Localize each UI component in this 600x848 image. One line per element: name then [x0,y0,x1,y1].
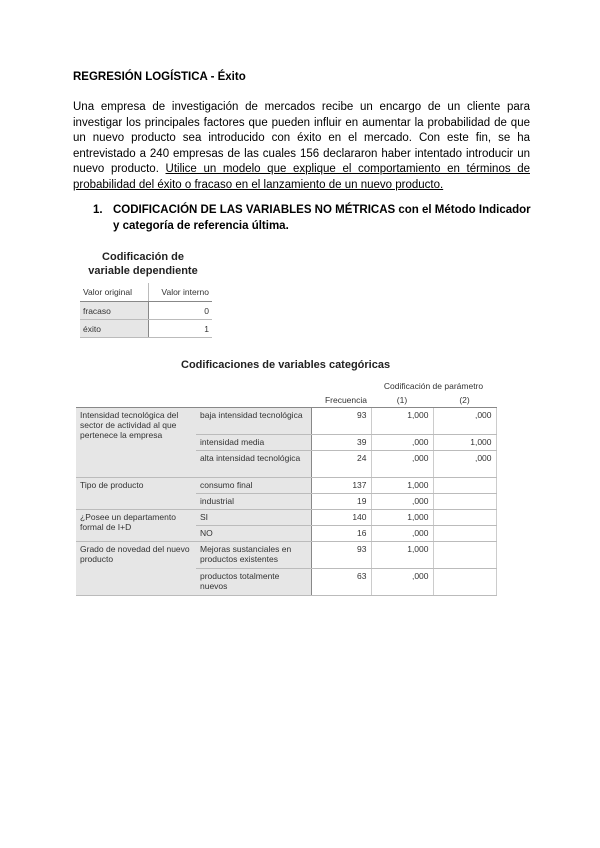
table2-row [76,510,496,526]
table2-group-label: Tipo de producto [76,478,196,510]
table2-param-2 [433,569,496,596]
intro-text: Una empresa de investigación de mercados recibe un encargo de un cliente para investigar los principales factores que pueden influir en aumentar la probabilidad de que un nuevo producto sea introducido con éxito en el mercado. Con este fin, se ha entrevistado a 240 empresas de las cuales 156 declararon haber intentado introducir un nuevo producto. [73,101,530,175]
table2-param-2 [433,478,496,494]
table2-col-1: (1) [371,393,433,408]
table2-param-1: 1,000 [371,510,433,526]
dependent-variable-table-title [78,250,208,278]
table1-row-label: éxito [80,320,149,338]
table2-param-2 [433,526,496,542]
table2-frequency: 63 [311,569,371,596]
table2-row [76,408,496,435]
table1-row-label: fracaso [80,302,149,320]
dependent-variable-table [80,283,212,338]
table2-frequency: 137 [311,478,371,494]
table2-col-frequency: Frecuencia [311,393,371,408]
table1-col-internal: Valor interno [149,283,213,302]
table2-header-group: Codificación de parámetro [383,381,484,391]
table1-row-value: 0 [149,302,213,320]
table2-row [76,542,496,569]
intro-task-underlined: Utilice un modelo que explique el comportamiento en términos de probabilidad del éxito o fracaso en el lanzamiento de un nuevo producto. [73,163,530,191]
table1-col-original: Valor original [80,283,149,302]
table2-param-1: ,000 [371,435,433,451]
table2-group-label: Intensidad tecnológica del sector de actividad al que pertenece la empresa [76,408,196,478]
table2-category: productos totalmente nuevos [196,569,311,596]
table2-frequency: 93 [311,408,371,435]
table2-category: consumo final [196,478,311,494]
table2-param-2: 1,000 [433,435,496,451]
table2-group-label: ¿Posee un departamento formal de I+D [76,510,196,542]
table2-group-label: Grado de novedad del nuevo producto [76,542,196,596]
table2-category: alta intensidad tecnológica [196,451,311,478]
table2-param-1: ,000 [371,451,433,478]
table2-category: Mejoras sustanciales en productos existentes [196,542,311,569]
table2-frequency: 39 [311,435,371,451]
table2-col-2: (2) [433,393,496,408]
table1-row [80,302,212,320]
table1-title-line1: Codificación de [102,251,184,263]
table2-param-1: ,000 [371,526,433,542]
intro-paragraph [73,100,530,193]
table2-category: SI [196,510,311,526]
table2-param-1: ,000 [371,569,433,596]
table2-param-2 [433,494,496,510]
table2-param-1: 1,000 [371,408,433,435]
table2-param-1: ,000 [371,494,433,510]
table1-row-value: 1 [149,320,213,338]
table1-row [80,320,212,338]
table2-frequency: 19 [311,494,371,510]
table2-param-2 [433,542,496,569]
table2-row [76,478,496,494]
table2-category: intensidad media [196,435,311,451]
section-number: 1. [93,204,103,216]
table2-category: baja intensidad tecnológica [196,408,311,435]
table2-frequency: 140 [311,510,371,526]
table2-param-2: ,000 [433,451,496,478]
table2-frequency: 24 [311,451,371,478]
table2-frequency: 16 [311,526,371,542]
categorical-codings-title: Codificaciones de variables categóricas [181,359,391,371]
table2-param-2: ,000 [433,408,496,435]
table1-title-line2: variable dependiente [88,265,198,277]
table2-param-2 [433,510,496,526]
categorical-codings-table [76,376,497,596]
table2-frequency: 93 [311,542,371,569]
table2-category: industrial [196,494,311,510]
document-title: REGRESIÓN LOGÍSTICA - Éxito [73,71,246,83]
section-text: CODIFICACIÓN DE LAS VARIABLES NO MÉTRICAS con el Método Indicador y categoría de referencia última. [113,204,531,232]
table2-param-1: 1,000 [371,542,433,569]
table2-category: NO [196,526,311,542]
table2-param-1: 1,000 [371,478,433,494]
